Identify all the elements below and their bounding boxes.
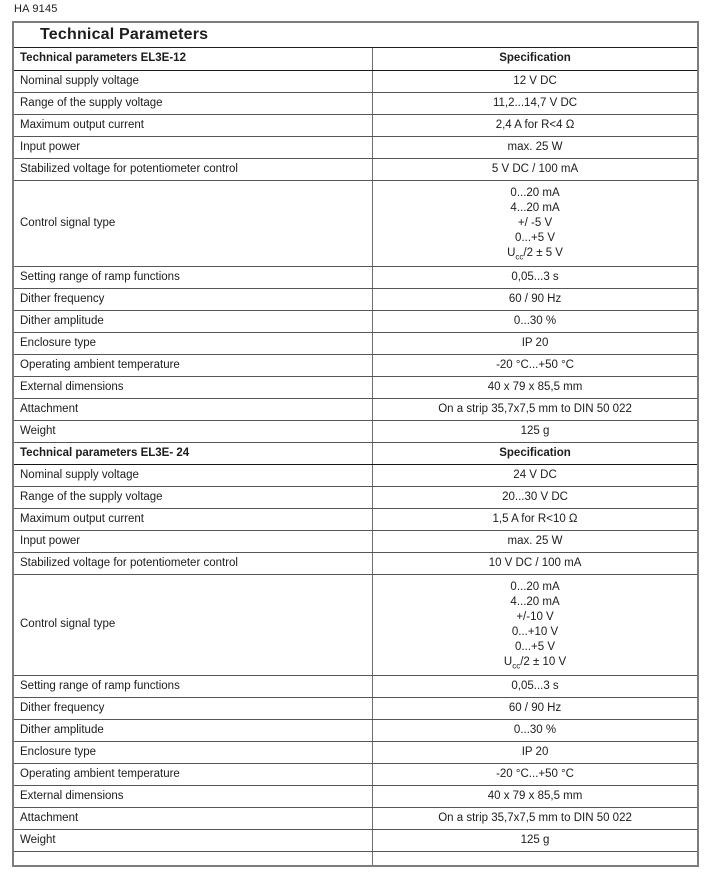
spec-cell: 125 g xyxy=(373,829,697,851)
section-header-spec: Specification xyxy=(373,442,697,464)
spec-cell: -20 °C...+50 °C xyxy=(373,354,697,376)
table-row xyxy=(14,829,697,851)
param-cell: Nominal supply voltage xyxy=(14,70,373,92)
spec-cell: 60 / 90 Hz xyxy=(373,697,697,719)
param-cell: Enclosure type xyxy=(14,332,373,354)
table-row xyxy=(14,180,697,266)
spec-cell: On a strip 35,7x7,5 mm to DIN 50 022 xyxy=(373,807,697,829)
spec-cell: 11,2...14,7 V DC xyxy=(373,92,697,114)
param-cell: Setting range of ramp functions xyxy=(14,675,373,697)
spec-cell: 60 / 90 Hz xyxy=(373,288,697,310)
spec-cell xyxy=(373,180,697,266)
table-row xyxy=(14,763,697,785)
param-cell: Range of the supply voltage xyxy=(14,486,373,508)
signal-type-line: 0...+5 V xyxy=(515,231,556,244)
param-cell: Attachment xyxy=(14,398,373,420)
table-row xyxy=(14,136,697,158)
param-cell: Control signal type xyxy=(14,180,373,266)
spec-cell: IP 20 xyxy=(373,332,697,354)
spec-cell: 0...30 % xyxy=(373,719,697,741)
spec-cell: 24 V DC xyxy=(373,464,697,486)
spec-cell: 1,5 A for R<10 Ω xyxy=(373,508,697,530)
spec-cell: 10 V DC / 100 mA xyxy=(373,552,697,574)
spec-table xyxy=(14,48,697,865)
table-row xyxy=(14,785,697,807)
param-cell: Operating ambient temperature xyxy=(14,354,373,376)
spec-cell: 0,05...3 s xyxy=(373,266,697,288)
spec-cell: 20...30 V DC xyxy=(373,486,697,508)
table-row xyxy=(14,508,697,530)
page-title: Technical Parameters xyxy=(14,23,697,48)
spec-cell: 2,4 A for R<4 Ω xyxy=(373,114,697,136)
table-row xyxy=(14,332,697,354)
param-cell: Operating ambient temperature xyxy=(14,763,373,785)
param-cell: Setting range of ramp functions xyxy=(14,266,373,288)
table-row xyxy=(14,807,697,829)
param-cell: Stabilized voltage for potentiometer control xyxy=(14,158,373,180)
spec-cell: 5 V DC / 100 mA xyxy=(373,158,697,180)
table-row xyxy=(14,697,697,719)
spec-cell: 40 x 79 x 85,5 mm xyxy=(373,785,697,807)
param-cell: Control signal type xyxy=(14,574,373,675)
table-row xyxy=(14,741,697,763)
signal-type-line: 4...20 mA xyxy=(510,595,560,608)
signal-type-line: 0...20 mA xyxy=(510,186,560,199)
param-cell: Attachment xyxy=(14,807,373,829)
section-header-param: Technical parameters EL3E-12 xyxy=(14,48,373,70)
spec-cell: 125 g xyxy=(373,420,697,442)
table-row xyxy=(14,354,697,376)
table-row xyxy=(14,398,697,420)
section-header-spec: Specification xyxy=(373,48,697,70)
section-header-row xyxy=(14,442,697,464)
table-row-cutoff xyxy=(14,851,697,865)
table-row xyxy=(14,486,697,508)
param-cell: Maximum output current xyxy=(14,114,373,136)
signal-type-line: 0...20 mA xyxy=(510,580,560,593)
spec-cell: max. 25 W xyxy=(373,530,697,552)
param-cell xyxy=(14,851,373,865)
table-row xyxy=(14,464,697,486)
signal-type-line: $U_{cc}/2 \pm 5$ V xyxy=(507,246,563,261)
param-cell: Input power xyxy=(14,136,373,158)
spec-cell: 0,05...3 s xyxy=(373,675,697,697)
param-cell: Dither amplitude xyxy=(14,310,373,332)
spec-cell: On a strip 35,7x7,5 mm to DIN 50 022 xyxy=(373,398,697,420)
spec-cell xyxy=(373,574,697,675)
signal-type-line: 0...+5 V xyxy=(515,640,556,653)
table-row xyxy=(14,114,697,136)
spec-table-body xyxy=(14,48,697,865)
table-row xyxy=(14,574,697,675)
table-row xyxy=(14,92,697,114)
signal-type-line: 0...+10 V xyxy=(511,625,559,638)
subscript: cc xyxy=(512,660,521,670)
param-cell: External dimensions xyxy=(14,785,373,807)
section-header-param: Technical parameters EL3E- 24 xyxy=(14,442,373,464)
table-row xyxy=(14,530,697,552)
spec-cell: -20 °C...+50 °C xyxy=(373,763,697,785)
table-row xyxy=(14,310,697,332)
table-row xyxy=(14,719,697,741)
table-row xyxy=(14,675,697,697)
table-row xyxy=(14,552,697,574)
param-cell: Nominal supply voltage xyxy=(14,464,373,486)
param-cell: Enclosure type xyxy=(14,741,373,763)
table-row xyxy=(14,288,697,310)
table-row xyxy=(14,158,697,180)
param-cell: Weight xyxy=(14,829,373,851)
section-header-row xyxy=(14,48,697,70)
param-cell: Input power xyxy=(14,530,373,552)
param-cell: Weight xyxy=(14,420,373,442)
spec-cell: 12 V DC xyxy=(373,70,697,92)
param-cell: Dither frequency xyxy=(14,697,373,719)
signal-type-line: +/-10 V xyxy=(516,610,554,623)
param-cell: External dimensions xyxy=(14,376,373,398)
param-cell: Dither amplitude xyxy=(14,719,373,741)
subscript: cc xyxy=(515,251,524,261)
doc-reference: HA 9145 xyxy=(14,3,58,15)
table-row xyxy=(14,420,697,442)
param-cell: Stabilized voltage for potentiometer control xyxy=(14,552,373,574)
table-row xyxy=(14,70,697,92)
spec-cell: max. 25 W xyxy=(373,136,697,158)
signal-type-line: 4...20 mA xyxy=(510,201,560,214)
table-row xyxy=(14,266,697,288)
signal-type-line: +/ -5 V xyxy=(517,216,553,229)
signal-type-line: $U_{cc}/2 \pm 10$ V xyxy=(503,655,567,670)
parameters-sheet xyxy=(12,21,699,867)
table-row xyxy=(14,376,697,398)
param-cell: Range of the supply voltage xyxy=(14,92,373,114)
param-cell: Dither frequency xyxy=(14,288,373,310)
spec-cell xyxy=(373,851,697,865)
spec-cell: 40 x 79 x 85,5 mm xyxy=(373,376,697,398)
spec-cell: IP 20 xyxy=(373,741,697,763)
spec-cell: 0...30 % xyxy=(373,310,697,332)
param-cell: Maximum output current xyxy=(14,508,373,530)
